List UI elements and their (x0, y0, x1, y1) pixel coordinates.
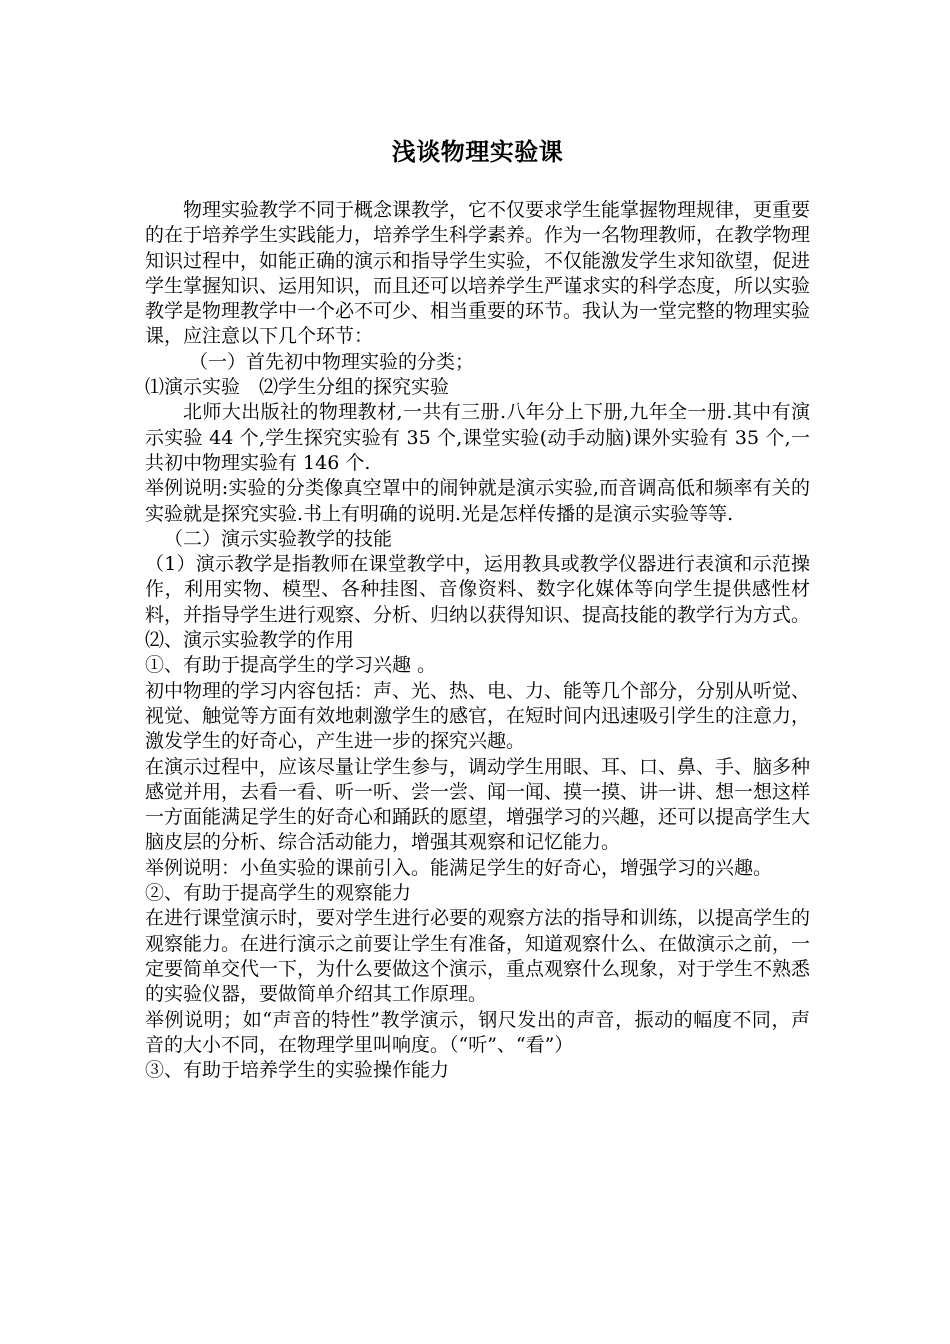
textbook-paragraph: 北师大出版社的物理教材,一共有三册.八年分上下册,九年全一册.其中有演示实验 44 个,学生探究实验有 35 个,课堂实验(动手动脑)课外实验有 35 个,一共初中物理实验有 146 个. (145, 401, 810, 474)
section-heading-1: （一）首先初中物理实验的分类； (189, 350, 475, 373)
observation-paragraph: 在进行课堂演示时，要对学生进行必要的观察方法的指导和训练，以提高学生的观察能力。在进行演示之前要让学生有准备，知道观察什么、在做演示之前，一定要简单交代一下，为什么要做这个演示，重点观察什么现象，对于学生不熟悉的实验仪器，要做简单介绍其工作原理。 (145, 907, 811, 1006)
content-paragraph: 初中物理的学习内容包括：声、光、热、电、力、能等几个部分，分别从听觉、视觉、触觉等方面有效地刺激学生的感官，在短时间内迅速吸引学生的注意力，激发学生的好奇心，产生进一步的探究兴趣。 (145, 679, 811, 753)
intro-paragraph: 物理实验教学不同于概念课教学，它不仅要求学生能掌握物理规律，更重要的在于培养学生实践能力，培养学生科学素养。作为一名物理教师，在教学物理知识过程中，如能正确的演示和指导学生实验，不仅能激发学生求知欲望，促进学生掌握知识、运用知识，而且还可以培养学生严谨求实的科学态度，所以实验教学是物理教学中一个必不可少、相当重要的环节。我认为一堂完整的物理实验课，应注意以下几个环节： (145, 199, 811, 348)
point-2-heading: ②、有助于提高学生的观察能力 (145, 882, 412, 905)
example-paragraph-3: 举例说明；如“声音的特性”教学演示，钢尺发出的声音，振动的幅度不同，声音的大小不同，在物理学里叫响度。（“听”、“看”） (145, 1008, 810, 1056)
example-paragraph-2: 举例说明：小鱼实验的课前引入。能满足学生的好奇心，增强学习的兴趣。 (145, 856, 773, 879)
point-3-heading: ③、有助于培养学生的实验操作能力 (145, 1059, 450, 1082)
document-body (145, 198, 810, 1083)
point-1-heading: ①、有助于提高学生的学习兴趣 。 (145, 654, 437, 677)
document-title: 浅谈物理实验课 (391, 137, 564, 166)
experiment-types: ⑴演示实验 ⑵学生分组的探究实验 (145, 376, 450, 399)
demo-definition-paragraph: （1）演示教学是指教师在课堂教学中，运用教具或教学仪器进行表演和示范操作，利用实物、模型、各种挂图、音像资料、数字化媒体等向学生提供感性材料，并指导学生进行观察、分析、归纳以获得知识、提高技能的教学行为方式。 (145, 553, 811, 626)
document-page (145, 0, 810, 1083)
subheading-role: ⑵、演示实验教学的作用 (145, 629, 355, 652)
participation-paragraph: 在演示过程中，应该尽量让学生参与，调动学生用眼、耳、口、鼻、手、脑多种感觉并用，去看一看、听一听、尝一尝、闻一闻、摸一摸、讲一讲、想一想这样一方面能满足学生的好奇心和踊跃的愿望，增强学习的兴趣，还可以提高学生大脑皮层的分析、综合活动能力，增强其观察和记忆能力。 (145, 755, 811, 854)
section-heading-2: （二）演示实验教学的技能 (164, 527, 393, 550)
example-paragraph-1: 举例说明:实验的分类像真空罩中的闹钟就是演示实验,而音调高低和频率有关的实验就是探究实验.书上有明确的说明.光是怎样传播的是演示实验等等. (145, 477, 810, 525)
